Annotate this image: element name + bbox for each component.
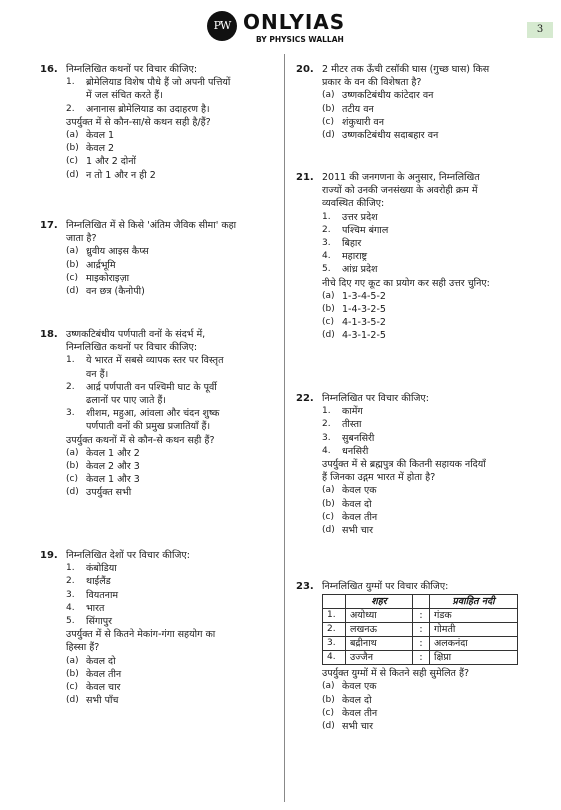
statement-text: अनानास ब्रोमेलियाड का उदाहरण है।	[86, 103, 210, 115]
table-cell-number: 1.	[323, 609, 346, 623]
option-text: केवल तीन	[86, 668, 122, 680]
table-cell-separator: :	[413, 609, 430, 623]
option-text: ध्रुवीय आइस कैप्स	[86, 246, 149, 258]
table-row	[323, 651, 518, 665]
option-text: केवल दो	[86, 655, 116, 667]
list-item-label: 1.	[322, 406, 331, 417]
question-body	[66, 219, 270, 298]
answer-option	[66, 259, 270, 272]
option-label: (d)	[322, 721, 335, 732]
option-text: केवल 1 और 2	[86, 447, 140, 459]
statement-text: शीशम, महुआ, आंवला और चंदन शुष्क	[86, 408, 220, 420]
option-label: (b)	[66, 143, 79, 154]
statement-text: में जल संचित करते हैं।	[86, 90, 163, 102]
answer-option	[322, 116, 526, 129]
option-label: (b)	[66, 461, 79, 472]
statement-line	[66, 381, 270, 394]
option-label: (c)	[322, 511, 334, 522]
list-item-label: 3.	[322, 238, 331, 249]
table-cell-separator: :	[413, 651, 430, 665]
list-item-text: तीस्ता	[342, 419, 362, 431]
statement-line	[66, 407, 270, 420]
question-body	[322, 580, 526, 733]
option-label: (c)	[322, 707, 334, 718]
question-text: 2 मीटर तक ऊँची टसॉकी घास (गुच्छ घास) किस	[322, 64, 490, 75]
question-23	[296, 580, 526, 733]
answer-option	[66, 694, 270, 707]
question-body	[66, 549, 270, 707]
option-label: (c)	[66, 474, 78, 485]
answer-option	[66, 169, 270, 182]
answer-option	[66, 473, 270, 486]
option-text: केवल 2	[86, 143, 115, 155]
option-label: (d)	[322, 525, 335, 536]
table-header-spacer	[413, 595, 430, 609]
option-text: न तो 1 और न ही 2	[86, 169, 156, 181]
list-item	[322, 405, 526, 418]
list-item	[322, 211, 526, 224]
option-label: (c)	[322, 317, 334, 328]
option-text: केवल चार	[86, 682, 121, 694]
answer-option	[322, 694, 526, 707]
list-item-text: बिहार	[342, 238, 362, 250]
answer-option	[66, 142, 270, 155]
list-item-label: 2.	[66, 576, 75, 587]
option-text: 1-3-4-5-2	[342, 290, 386, 302]
statement-line	[66, 368, 270, 381]
option-label: (a)	[66, 447, 79, 458]
question-text: उष्णकटिबंधीय पर्णपाती वनों के संदर्भ में,	[66, 329, 206, 340]
option-label: (a)	[66, 655, 79, 666]
list-item-text: पश्चिम बंगाल	[342, 224, 389, 236]
question-prompt: हिस्सा हैं?	[66, 642, 100, 654]
answer-option	[66, 655, 270, 668]
option-text: 1 और 2 दोनों	[86, 156, 136, 168]
question-text: निम्नलिखित कथनों पर विचार कीजिए:	[66, 64, 198, 75]
statement-label: 2.	[66, 381, 75, 392]
option-label: (d)	[322, 330, 335, 341]
list-item	[66, 615, 270, 628]
statement-text: ब्रोमेलियाड विशेष पौधे हैं जो अपनी पत्तियों	[86, 77, 231, 89]
question-text: प्रकार के वन की विशेषता है?	[322, 77, 422, 89]
answer-option	[322, 484, 526, 497]
answer-option	[66, 486, 270, 499]
list-item-text: वियतनाम	[86, 589, 119, 601]
table-cell-city: उज्जैन	[346, 651, 413, 665]
option-text: 4-3-1-2-5	[342, 330, 386, 342]
list-item-text: आंध्र प्रदेश	[342, 264, 378, 276]
page-header	[0, 0, 561, 58]
option-label: (a)	[322, 485, 335, 496]
statement-line	[66, 420, 270, 433]
answer-option	[322, 329, 526, 342]
statement-line	[66, 103, 270, 116]
statement-text: ढलानों पर पाए जाते हैं।	[86, 395, 167, 407]
option-label: (a)	[322, 681, 335, 692]
table-row	[323, 637, 518, 651]
page-number: 3	[527, 22, 553, 38]
brand-name: ONLYIAS	[243, 10, 346, 34]
question-text: निम्नलिखित में से किसे 'अंतिम जैविक सीमा' कहा	[66, 220, 237, 231]
table-header-river: प्रवाहित नदी	[430, 595, 518, 609]
option-label: (b)	[66, 668, 79, 679]
option-text: माइकोराइज़ा	[86, 272, 130, 284]
option-label: (c)	[66, 272, 78, 283]
answer-option	[66, 447, 270, 460]
question-body	[322, 392, 526, 537]
option-text: केवल 1	[86, 130, 115, 142]
list-item-label: 3.	[322, 432, 331, 443]
table-cell-city: अयोध्या	[346, 609, 413, 623]
table-cell-river: गोमती	[430, 623, 518, 637]
question-prompt: उपर्युक्त युग्मों में से कितने सही सुमेलित हैं?	[322, 668, 470, 680]
question-text: व्यवस्थित कीजिए:	[322, 198, 385, 210]
list-item-label: 5.	[66, 616, 75, 627]
question-text: 2011 की जनगणना के अनुसार, निम्नलिखित	[322, 172, 480, 183]
list-item-label: 1.	[66, 563, 75, 574]
table-cell-river: अलकनंदा	[430, 637, 518, 651]
answer-option	[322, 290, 526, 303]
option-text: तटीय वन	[342, 103, 374, 115]
table-row	[323, 623, 518, 637]
question-number: 20.	[296, 64, 314, 75]
statement-line	[66, 89, 270, 102]
option-text: सभी पाँच	[86, 695, 119, 707]
option-label: (d)	[66, 169, 79, 180]
list-item-label: 4.	[322, 251, 331, 262]
question-text: जाता है?	[66, 233, 97, 245]
option-label: (a)	[66, 130, 79, 141]
column-divider	[284, 54, 285, 802]
pw-logo-icon: PW	[207, 11, 237, 41]
list-item-text: सुबनसिरी	[342, 432, 375, 444]
statement-label: 2.	[66, 103, 75, 114]
list-item-text: कामेंग	[342, 406, 363, 418]
question-21	[296, 171, 526, 343]
statement-line	[66, 76, 270, 89]
option-label: (d)	[66, 487, 79, 498]
table-header-blank	[323, 595, 346, 609]
answer-option	[66, 668, 270, 681]
question-body	[66, 63, 270, 182]
option-text: उष्णकटिबंधीय सदाबहार वन	[342, 130, 439, 142]
question-17	[40, 219, 270, 298]
answer-option	[66, 155, 270, 168]
question-prompt: उपर्युक्त कथनों में से कौन-से कथन सही हैं?	[66, 434, 215, 446]
answer-option	[322, 316, 526, 329]
table-header-row	[323, 595, 518, 609]
option-text: केवल 2 और 3	[86, 461, 140, 473]
table-row	[323, 609, 518, 623]
list-item-text: भारत	[86, 602, 105, 614]
answer-option	[66, 285, 270, 298]
question-text: निम्नलिखित युग्मों पर विचार कीजिए:	[322, 581, 449, 592]
brand-subtitle: BY PHYSICS WALLAH	[256, 35, 344, 44]
question-19	[40, 549, 270, 707]
option-text: केवल एक	[342, 485, 377, 497]
statement-line	[66, 394, 270, 407]
option-label: (d)	[66, 286, 79, 297]
answer-option	[66, 129, 270, 142]
list-item-text: महाराष्ट्र	[342, 251, 368, 263]
table-cell-river: गंडक	[430, 609, 518, 623]
statement-label: 1.	[66, 355, 75, 366]
option-text: 1-4-3-2-5	[342, 304, 386, 316]
question-number: 16.	[40, 64, 58, 75]
answer-option	[322, 103, 526, 116]
option-text: शंकुधारी वन	[342, 116, 384, 128]
list-item	[322, 445, 526, 458]
statement-line	[66, 354, 270, 367]
question-text: निम्नलिखित कथनों पर विचार कीजिए:	[66, 342, 198, 354]
statement-text: ये भारत में सबसे व्यापक स्तर पर विस्तृत	[86, 355, 224, 367]
answer-option	[322, 511, 526, 524]
option-label: (a)	[322, 90, 335, 101]
answer-option	[322, 707, 526, 720]
question-number: 22.	[296, 393, 314, 404]
answer-option	[322, 89, 526, 102]
option-text: केवल तीन	[342, 707, 378, 719]
list-item	[66, 575, 270, 588]
answer-option	[322, 720, 526, 733]
list-item-label: 2.	[322, 224, 331, 235]
table-header-city: शहर	[346, 595, 413, 609]
question-prompt: नीचे दिए गए कूट का प्रयोग कर सही उत्तर चुनिए:	[322, 277, 490, 289]
list-item-text: थाईलैंड	[86, 576, 111, 588]
option-label: (b)	[322, 304, 335, 315]
list-item	[322, 263, 526, 276]
option-label: (c)	[322, 116, 334, 127]
question-18	[40, 328, 270, 500]
question-prompt: उपर्युक्त में से ब्रह्मपुत्र की कितनी सहायक नदियाँ	[322, 459, 486, 471]
list-item	[322, 237, 526, 250]
list-item	[322, 224, 526, 237]
list-item-label: 5.	[322, 264, 331, 275]
option-text: केवल तीन	[342, 511, 378, 523]
option-label: (a)	[322, 290, 335, 301]
statement-label: 1.	[66, 77, 75, 88]
table-cell-separator: :	[413, 623, 430, 637]
list-item	[322, 432, 526, 445]
table-cell-city: बद्रीनाथ	[346, 637, 413, 651]
option-text: केवल 1 और 3	[86, 474, 140, 486]
option-label: (c)	[66, 156, 78, 167]
question-text: निम्नलिखित पर विचार कीजिए:	[322, 393, 429, 404]
table-cell-city: लखनऊ	[346, 623, 413, 637]
statement-text: वन हैं।	[86, 368, 109, 380]
list-item-label: 4.	[322, 445, 331, 456]
question-body	[322, 63, 526, 142]
option-text: आर्द्रभूमि	[86, 259, 116, 271]
question-prompt: हैं जिनका उद्गम भारत में होता है?	[322, 472, 436, 484]
statement-text: आर्द्र पर्णपाती वन पश्चिमी घाट के पूर्वी	[86, 381, 217, 393]
question-text: राज्यों को उनकी जनसंख्या के अवरोही क्रम में	[322, 185, 478, 197]
list-item-label: 3.	[66, 589, 75, 600]
option-text: उपर्युक्त सभी	[86, 487, 132, 499]
option-text: केवल दो	[342, 498, 372, 510]
option-text: सभी चार	[342, 721, 373, 733]
list-item	[322, 418, 526, 431]
option-label: (b)	[66, 259, 79, 270]
question-number: 21.	[296, 172, 314, 183]
table-cell-number: 2.	[323, 623, 346, 637]
option-label: (d)	[322, 130, 335, 141]
answer-option	[66, 245, 270, 258]
option-label: (c)	[66, 682, 78, 693]
list-item-label: 2.	[322, 419, 331, 430]
list-item-text: सिंगापुर	[86, 616, 112, 628]
question-16	[40, 63, 270, 182]
option-text: वन छत्र (कैनोपी)	[86, 286, 145, 298]
answer-option	[322, 498, 526, 511]
question-number: 17.	[40, 220, 58, 231]
question-body	[66, 328, 270, 500]
option-text: उष्णकटिबंधीय कांटेदार वन	[342, 90, 434, 102]
table-cell-number: 3.	[323, 637, 346, 651]
answer-option	[322, 524, 526, 537]
option-label: (b)	[322, 694, 335, 705]
answer-option	[322, 680, 526, 693]
question-number: 23.	[296, 581, 314, 592]
question-20	[296, 63, 526, 142]
question-prompt: उपर्युक्त में से कौन-सा/से कथन सही है/हैं?	[66, 116, 211, 128]
list-item	[66, 562, 270, 575]
statement-label: 3.	[66, 408, 75, 419]
list-item-label: 1.	[322, 211, 331, 222]
list-item-text: कंबोडिया	[86, 563, 117, 575]
answer-option	[66, 460, 270, 473]
answer-option	[322, 303, 526, 316]
answer-option	[66, 272, 270, 285]
question-text: निम्नलिखित देशों पर विचार कीजिए:	[66, 550, 190, 561]
answer-option	[322, 129, 526, 142]
option-label: (a)	[66, 246, 79, 257]
option-label: (b)	[322, 498, 335, 509]
question-body	[322, 171, 526, 343]
question-22	[296, 392, 526, 537]
list-item-text: धनसिरी	[342, 445, 369, 457]
list-item	[322, 250, 526, 263]
question-number: 19.	[40, 550, 58, 561]
option-text: केवल दो	[342, 694, 372, 706]
option-label: (d)	[66, 695, 79, 706]
question-prompt: उपर्युक्त में से कितने मेकांग-गंगा सहयोग का	[66, 629, 216, 641]
option-text: केवल एक	[342, 681, 377, 693]
table-cell-separator: :	[413, 637, 430, 651]
pairs-table	[322, 594, 518, 665]
list-item	[66, 589, 270, 602]
table-cell-river: क्षिप्रा	[430, 651, 518, 665]
option-label: (b)	[322, 103, 335, 114]
option-text: सभी चार	[342, 525, 373, 537]
answer-option	[66, 681, 270, 694]
option-text: 4-1-3-5-2	[342, 317, 386, 329]
list-item-label: 4.	[66, 602, 75, 613]
table-cell-number: 4.	[323, 651, 346, 665]
list-item-text: उत्तर प्रदेश	[342, 211, 378, 223]
list-item	[66, 602, 270, 615]
question-number: 18.	[40, 329, 58, 340]
statement-text: पर्णपाती वनों की प्रमुख प्रजातियाँ हैं।	[86, 421, 211, 433]
